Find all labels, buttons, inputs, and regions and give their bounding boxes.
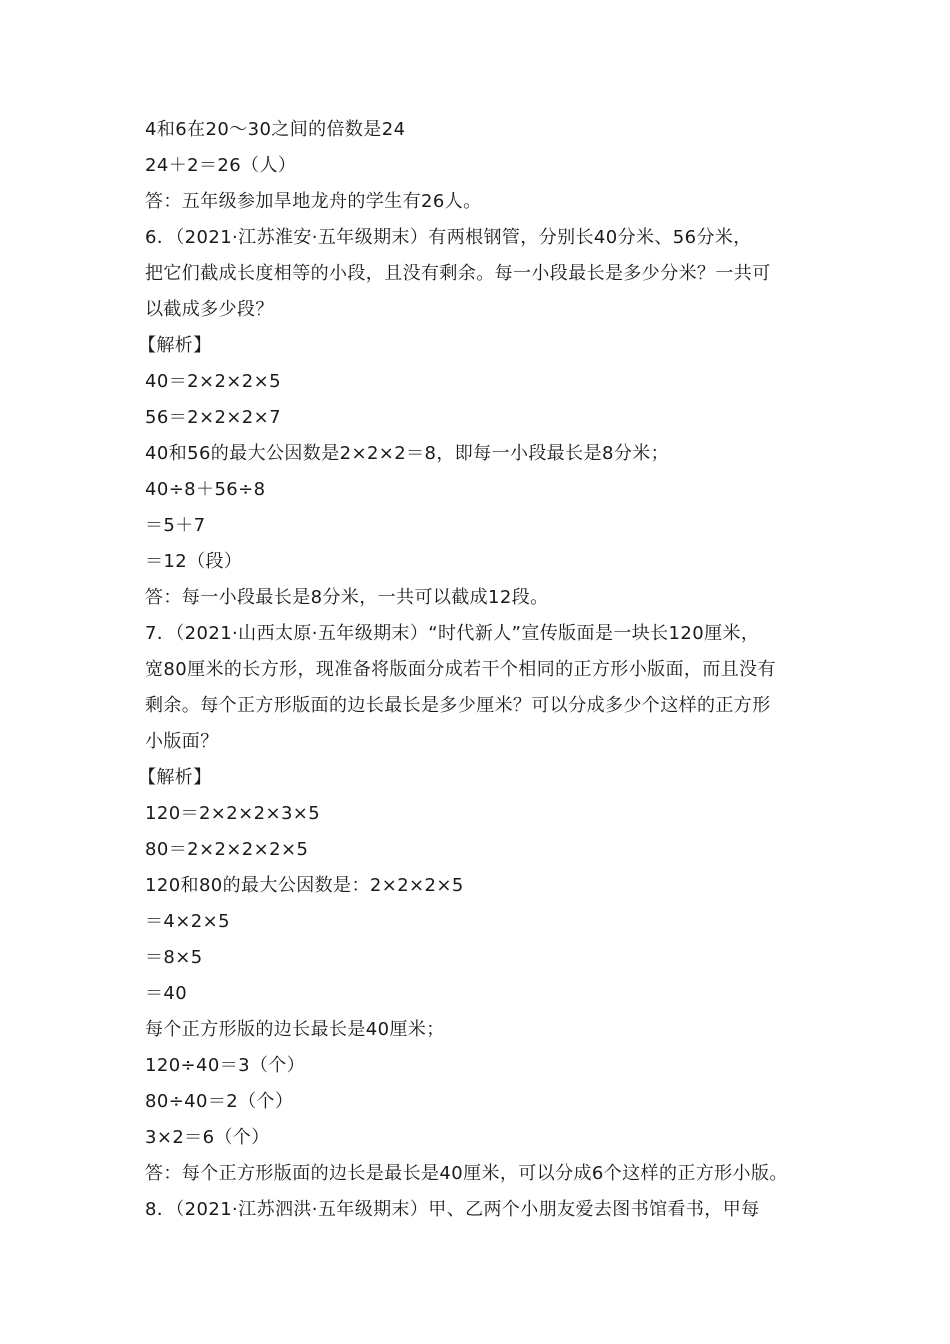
solution-heading: 【解析】 xyxy=(138,335,212,356)
text-line: ＝8×5 xyxy=(145,947,203,968)
text-line: 80＝2×2×2×2×5 xyxy=(145,839,309,860)
question-7-text: 宽80厘米的长方形，现准备将版面分成若干个相同的正方形小版面，而且没有 xyxy=(145,659,776,680)
text-line: ＝4×2×5 xyxy=(145,911,230,932)
text-line: ＝5＋7 xyxy=(145,515,206,536)
text-line: 4和6在20～30之间的倍数是24 xyxy=(145,119,406,140)
document-body xyxy=(138,112,825,1228)
question-6-text: 以截成多少段？ xyxy=(145,299,274,320)
answer-line: 答：每个正方形版面的边长是最长是40厘米，可以分成6个这样的正方形小版。 xyxy=(145,1163,788,1184)
text-line: 56＝2×2×2×7 xyxy=(145,407,281,428)
question-8-title: 8．（2021·江苏泗洪·五年级期末）甲、乙两个小朋友爱去图书馆看书，甲每 xyxy=(145,1199,760,1220)
text-line: 每个正方形版的边长最长是40厘米； xyxy=(145,1019,445,1040)
text-line: 40和56的最大公因数是2×2×2＝8，即每一小段最长是8分米； xyxy=(145,443,670,464)
question-6-title: 6．（2021·江苏淮安·五年级期末）有两根钢管，分别长40分米、56分米， xyxy=(145,227,752,248)
text-line: ＝12（段） xyxy=(145,551,243,572)
answer-line: 答：五年级参加旱地龙舟的学生有26人。 xyxy=(145,191,482,212)
question-6-text: 把它们截成长度相等的小段，且没有剩余。每一小段最长是多少分米？一共可 xyxy=(145,263,771,284)
answer-line: 答：每一小段最长是8分米，一共可以截成12段。 xyxy=(145,587,549,608)
text-line: 120÷40＝3（个） xyxy=(145,1055,306,1076)
solution-heading: 【解析】 xyxy=(138,767,212,788)
question-7-text: 小版面？ xyxy=(145,731,219,752)
text-line: 3×2＝6（个） xyxy=(145,1127,270,1148)
text-line: 80÷40＝2（个） xyxy=(145,1091,294,1112)
text-line: 40÷8＋56÷8 xyxy=(145,479,266,500)
text-line: ＝40 xyxy=(145,983,188,1004)
text-line: 24＋2＝26（人） xyxy=(145,155,297,176)
text-line: 120和80的最大公因数是：2×2×2×5 xyxy=(145,875,464,896)
question-7-text: 剩余。每个正方形版面的边长最长是多少厘米？可以分成多少个这样的正方形 xyxy=(145,695,771,716)
question-7-title: 7．（2021·山西太原·五年级期末）“时代新人”宣传版面是一块长120厘米， xyxy=(145,623,760,644)
text-line: 40＝2×2×2×5 xyxy=(145,371,281,392)
text-line: 120＝2×2×2×3×5 xyxy=(145,803,321,824)
